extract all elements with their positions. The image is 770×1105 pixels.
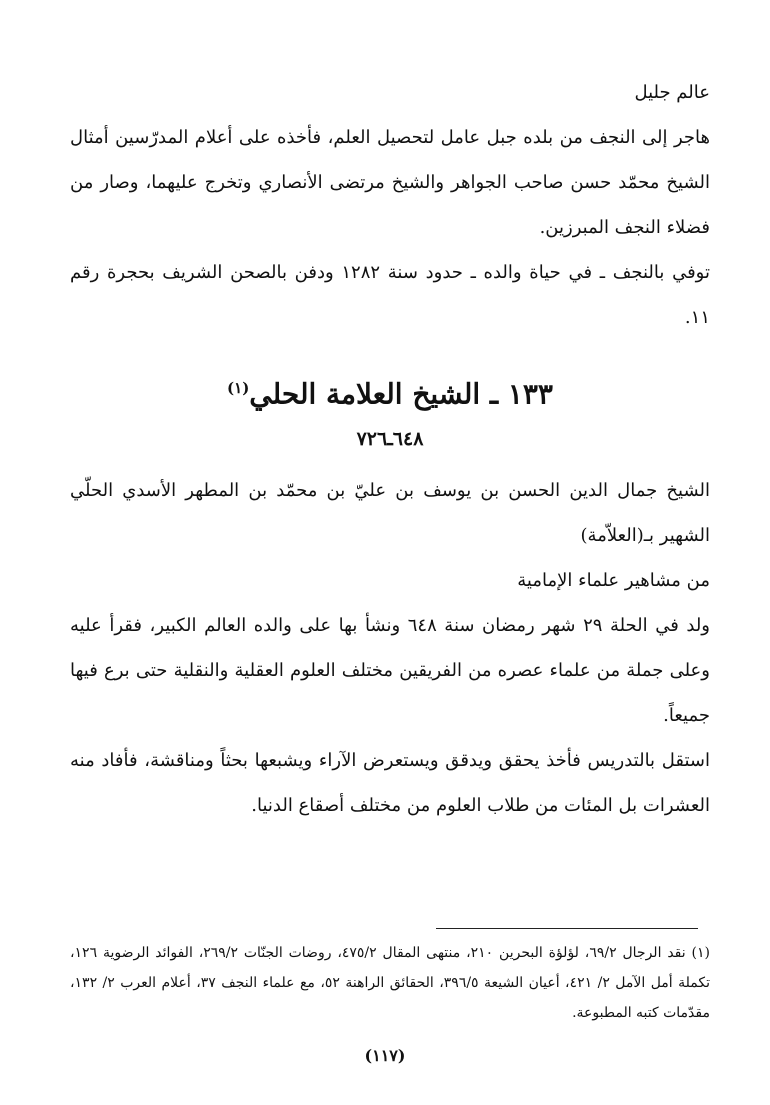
entry-heading-text: ١٣٣ ـ الشيخ العلامة الحلي — [249, 377, 553, 411]
footnote-divider — [436, 928, 698, 929]
footnote: (١) نقد الرجال ٦٩/٢، لؤلؤة البحرين ٢١٠، منتهى المقال ٤٧٥/٢، روضات الجنّات ٢٦٩/٢، الفوائد الرضوية ١٢٦، تكملة أمل الآمل ٢/ ٤٢١، أعيان الشيعة ٣٩٦/٥، الحقائق الراهنة ٥٢، مع علماء النجف ٣٧، أعلام العرب ٢/ ١٣٢، مقدّمات كتبه المطبوعة. — [70, 945, 711, 1021]
paragraph: عالم جليل — [634, 82, 710, 103]
paragraph: استقل بالتدريس فأخذ يحقق ويدقق ويستعرض الآراء ويشبعها بحثاً ومناقشة، فأفاد منه العشرات بل المئات من طلاب العلوم من مختلف أصقاع الدنيا. — [70, 750, 710, 817]
entry-dates: ٦٤٨ـ٧٢٦ — [356, 428, 424, 451]
paragraph: توفي بالنجف ـ في حياة والده ـ حدود سنة ١٢٨٢ ودفن بالصحن الشريف بحجرة رقم ١١. — [70, 262, 710, 328]
paragraph: من مشاهير علماء الإمامية — [517, 570, 710, 592]
footnote-marker: (١) — [227, 379, 250, 397]
paragraph: هاجر إلى النجف من بلده جبل عامل لتحصيل العلم، فأخذه على أعلام المدرّسين أمثال الشيخ محمّد حسن صاحب الجواهر والشيخ مرتضى الأنصاري وتخرج عليهما، وصار من فضلاء النجف المبرزين. — [70, 127, 710, 238]
entry-heading — [70, 366, 710, 416]
paragraph: الشيخ جمال الدين الحسن بن يوسف بن عليّ بن محمّد بن المطهر الأسدي الحلّي الشهير بـ(العلاّمة) — [70, 480, 710, 547]
page-body — [70, 70, 710, 828]
paragraph: ولد في الحلة ٢٩ شهر رمضان سنة ٦٤٨ ونشأ بها على والده العالم الكبير، فقرأ عليه وعلى جملة من علماء عصره من الفريقين مختلف العلوم العقلية والنقلية حتى برع فيها جميعاً. — [70, 615, 710, 727]
page-number: (١١٧) — [364, 1046, 406, 1065]
